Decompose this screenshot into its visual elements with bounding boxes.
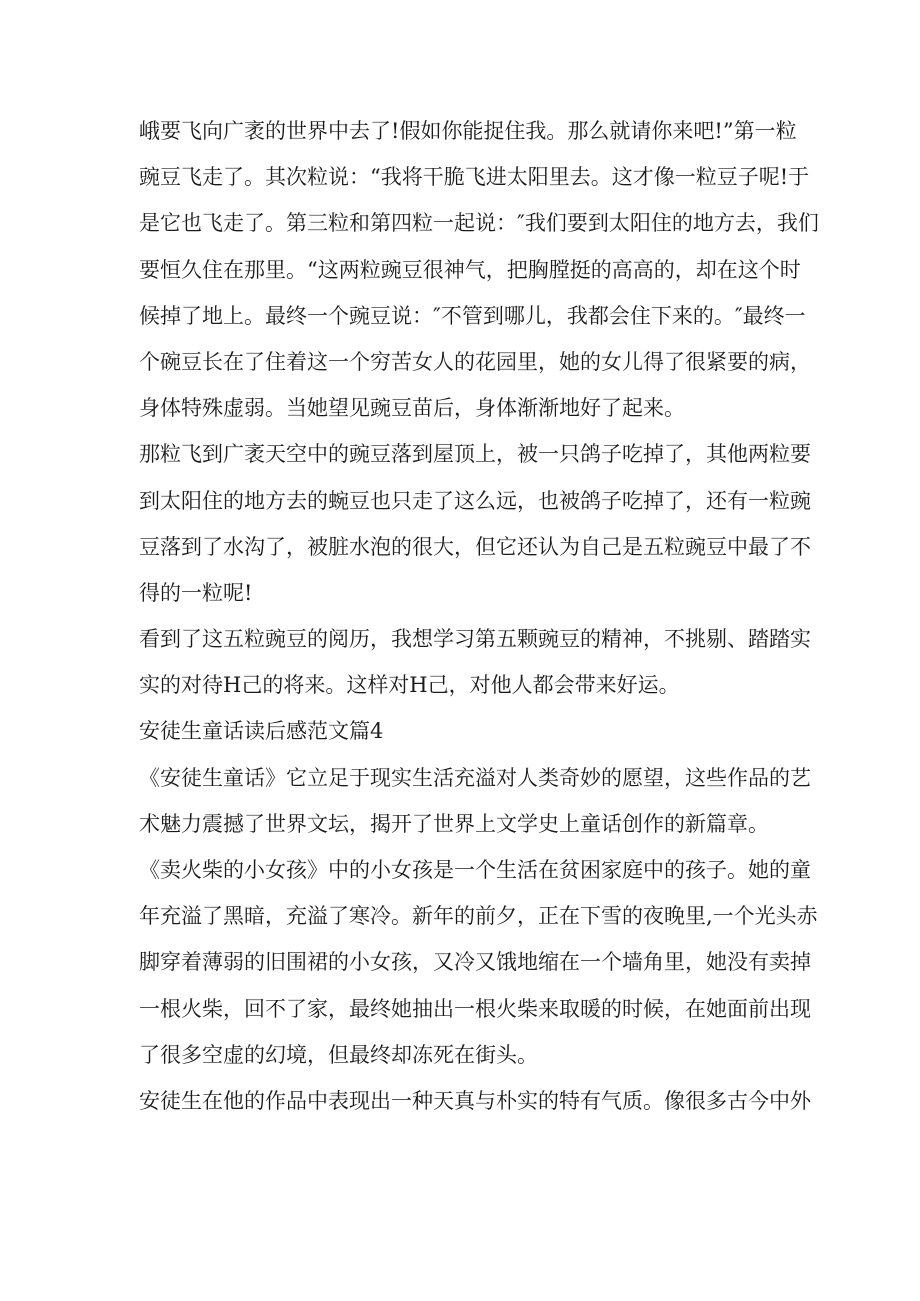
text-line: 术魅力震撼了世界文坛，揭开了世界上文学史上童话创作的新篇章。: [139, 811, 769, 836]
text-line: 个碗豆长在了住着这一个穷苦女人的花园里，她的女儿得了很紧要的病，: [139, 349, 811, 374]
text-line: 候掉了地上。最终一个豌豆说：″不管到哪儿，我都会住下来的。″最终一: [139, 303, 806, 328]
text-line: 豆落到了水沟了，被脏水泡的很大，但它还认为自己是五粒豌豆中最了不: [139, 534, 811, 559]
text-line: 看到了这五粒豌豆的阅历，我想学习第五颗豌豆的精神，不挑剔、踏踏实: [139, 627, 811, 652]
text-line: 实的对待H己的将来。这样对H己，对他人都会带来好运。: [139, 673, 680, 698]
text-line: 《卖火柴的小女孩》中的小女孩是一个生活在贫困家庭中的孩子。她的童: [139, 858, 811, 882]
document-body: [139, 108, 819, 1124]
text-line: 峨要飞向广袤的世界中去了!假如你能捉住我。那么就请你来吧!”第一粒: [139, 119, 797, 143]
text-line: 那粒飞到广袤天空中的豌豆落到屋顶上，被一只鸽子吃掉了，其他两粒要: [139, 442, 811, 467]
text-line: 安徒生在他的作品中表现出一种天真与朴实的特有气质。像很多古今中外: [139, 1088, 811, 1113]
text-line: 是它也飞走了。第三粒和第四粒一起说：″我们要到太阳住的地方去，我们: [139, 211, 819, 236]
text-line: 年充溢了黑暗，充溢了寒冷。新年的前夕，正在下雪的夜晚里,一个光头赤: [139, 904, 818, 929]
text-line: 豌豆飞走了。其次粒说：“我将干脆飞进太阳里去。这才像一粒豆子呢!于: [139, 165, 810, 190]
text-line: 到太阳住的地方去的蜿豆也只走了这么远，也被鸽子吃掉了，还有一粒豌: [139, 488, 811, 513]
text-line: 脚穿着薄弱的旧围裙的小女孩，又冷又饿地缩在一个墙角里，她没有卖掉: [139, 950, 811, 975]
text-line: 得的一粒呢!: [139, 580, 253, 605]
text-line: 了很多空虚的幻境，但最终却冻死在街头。: [139, 1042, 538, 1067]
text-line: 一根火柴，回不了家，最终她抽出一根火柴来取暖的时候，在她面前出现: [139, 996, 811, 1021]
text-line: 《安徒生童话》它立足于现实生活充溢对人类奇妙的愿望，这些作品的艺: [139, 765, 811, 790]
section-heading: 安徒生童话读后感范文篇4: [139, 719, 384, 744]
text-line: 要恒久住在那里。“这两粒豌豆很神气，把胸膛挺的高高的，却在这个时: [139, 257, 801, 282]
text-line: 身体特殊虚弱。当她望见豌豆苗后，身体渐渐地好了起来。: [139, 396, 685, 421]
